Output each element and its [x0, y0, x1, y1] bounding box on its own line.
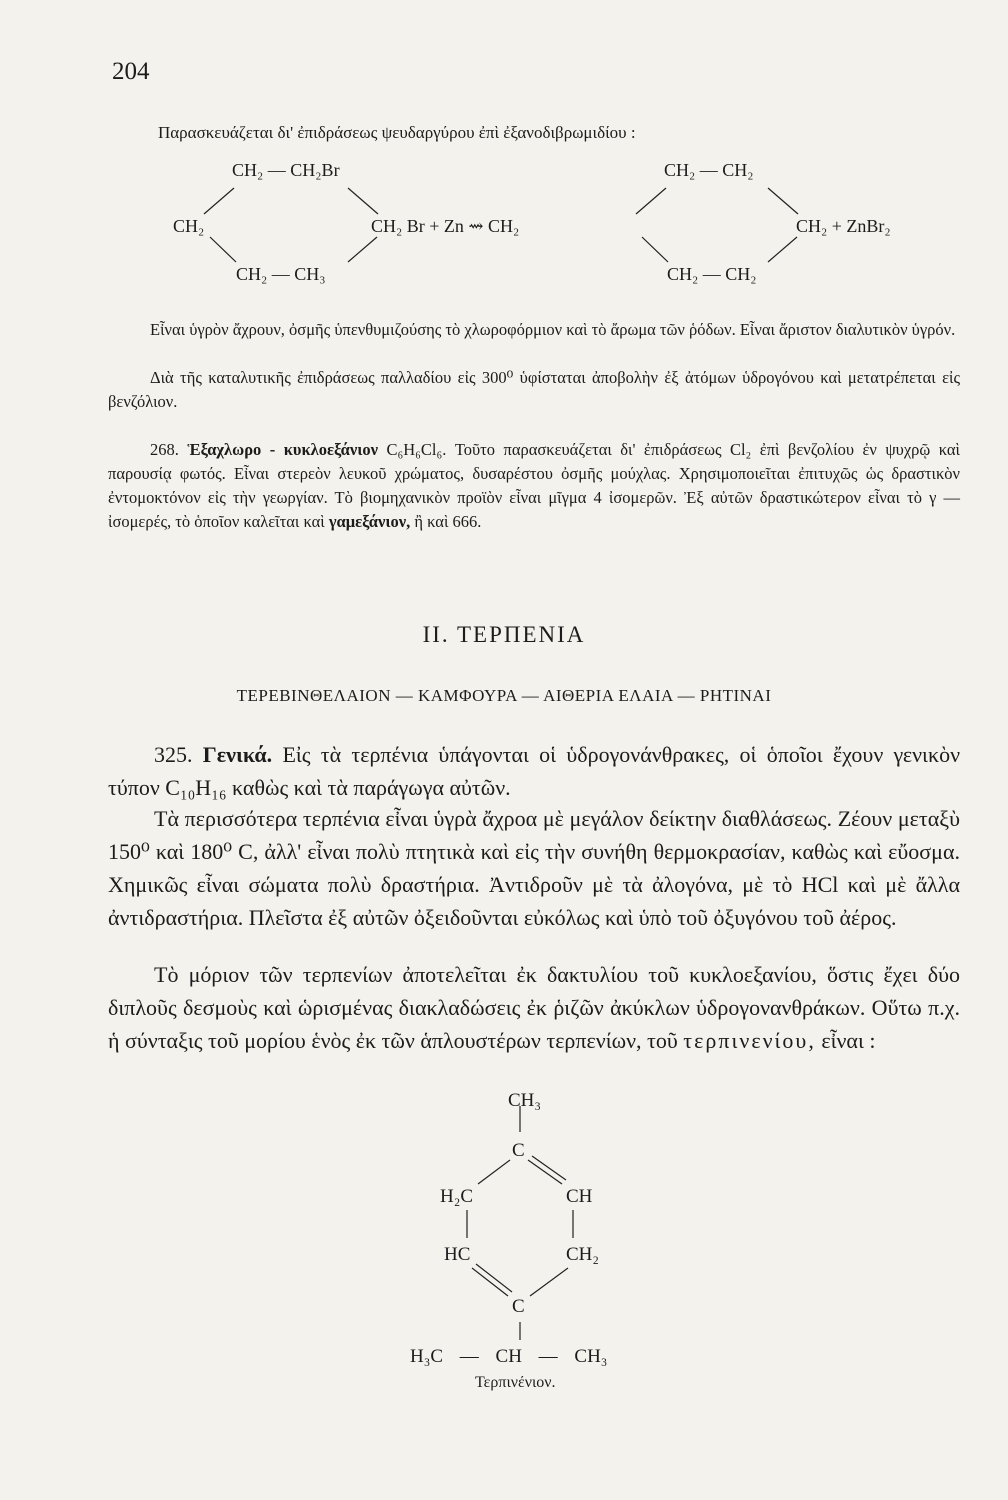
reaction-top-left: CH₂ — CH₂Br — [232, 160, 340, 180]
section-325-p3: Τὸ μόριον τῶν τερπενίων ἀποτελεῖται ἐκ δακτυλίου τοῦ κυκλοεξανίου, ὅστις ἔχει δύο διπλοῦς δεσμοὺς καὶ ὡρισμένας διακλαδώσεις ἐκ ῥιζῶν ἀκύκλων ὑδρογονανθράκων. Οὕτω π.χ. ἡ σύνταξις τοῦ μορίου ἑνὸς ἐκ τῶν ἁπλουστέρων τερπενίων, τοῦ — [108, 962, 960, 1053]
paragraph-catalysis-text: Διὰ τῆς καταλυτικῆς ἐπιδράσεως παλλαδίου εἰς 300⁰ ὑφίσταται ἀποβολὴν ἐξ ἀτόμων ὑδρογόνου καὶ μετατρέπεται εἰς βενζόλιον. — [108, 368, 960, 411]
reaction-mid-left: CH₂ — [173, 216, 205, 236]
section-325-p2: Τὰ περισσότερα τερπένια εἶναι ὑγρὰ ἄχροα μὲ μεγάλον δείκτην διαθλάσεως. Ζέουν μεταξὺ 150⁰ καὶ 180⁰ C, ἀλλ' εἶναι πολὺ πτητικὰ καὶ εἰς τὴν συνήθη θερμοκρασίαν, καθὼς καὶ εὔοσμα. Χημικῶς εἶναι σώματα πολὺ δραστήρια. Ἀντιδροῦν μὲ τὰ ἀλογόνα, μὲ τὸ HCl καὶ μὲ ἄλλα ἀντιδραστήρια. Πλεῖστα ἐξ αὐτῶν ὀξειδοῦνται εὐκόλως καὶ ὑπὸ τοῦ ὀξυγόνου τοῦ ἀέρος. — [108, 806, 960, 930]
reaction-top-right: CH₂ — CH₂ — [664, 160, 754, 180]
section-268-number: 268. — [150, 440, 179, 459]
reaction-bottom-left: CH₂ — CH₃ — [236, 264, 326, 284]
paragraph-properties — [108, 318, 960, 342]
section-268 — [108, 438, 960, 534]
terpinene-caption: Τερπινένιον. — [475, 1374, 556, 1391]
section-325-p3-spaced: τερπινενίου, — [683, 1028, 816, 1053]
terpinene-ch3-top: CH₃ — [508, 1090, 542, 1111]
reaction-mid-center: CH₂ Br + Zn ⇝ CH₂ — [371, 216, 520, 236]
section-268-bold-term: γαμεξάνιον, — [328, 512, 411, 531]
section-268-text-b: ἢ καὶ 666. — [414, 512, 482, 531]
section-325-number: 325. — [154, 742, 193, 767]
terpinene-ch-right: CH — [566, 1186, 593, 1207]
page-number: 204 — [112, 58, 150, 85]
terpinene-c-top: C — [512, 1140, 525, 1161]
terpinene-c-bottom: C — [512, 1296, 525, 1317]
section-268-formula: C₆H₆Cl₆. — [386, 440, 447, 459]
terpinene-h2c: H₂C — [440, 1186, 474, 1207]
terpinene-bottom-row: H₃C — CH — CH₃ — [410, 1346, 608, 1367]
section-325-p3-end: εἶναι : — [821, 1028, 876, 1053]
section-325-paragraph-2 — [108, 802, 960, 934]
reaction-bonds — [0, 0, 1008, 300]
paragraph-properties-text: Εἶναι ὑγρὸν ἄχρουν, ὀσμῆς ὑπενθυμιζούσης τὸ χλωροφόρμιον καὶ τὸ ἄρωμα τῶν ῥόδων. Εἶναι ἄριστον διαλυτικὸν ὑγρόν. — [150, 320, 956, 339]
terpinene-ch2-right: CH₂ — [566, 1244, 600, 1265]
chapter-title: ΙΙ. ΤΕΡΠΕΝΙΑ — [422, 622, 586, 647]
intro-line: Παρασκευάζεται δι' ἐπιδράσεως ψευδαργύρου ἐπὶ ἐξανοδιβρωμιδίου : — [158, 123, 636, 142]
terpinene-hc: HC — [444, 1244, 471, 1265]
reaction-bottom-right: CH₂ — CH₂ — [667, 264, 757, 284]
section-325-title: Γενικά. — [202, 742, 273, 767]
chapter-subtitle: ΤΕΡΕΒΙΝΘΕΛΑΙΟΝ — ΚΑΜΦΟΥΡΑ — ΑΙΘΕΡΙΑ ΕΛΑΙΑ — ΡΗΤΙΝΑΙ — [236, 686, 772, 705]
section-268-text-a: Τοῦτο παρασκευάζεται δι' ἐπιδράσεως Cl₂ ἐπὶ βενζολίου ἐν ψυχρῷ καὶ παρουσίᾳ φωτός. Εἶναι στερεὸν λευκοῦ χρώματος, δυσαρέστου ὀσμῆς μούχλας. Χρησιμοποιεῖται ἐπιτυχῶς ὡς δραστικὸν ἐντομοκτόνον εἰς τὴν γεωργίαν. Τὸ βιομηχανικὸν προϊὸν εἶναι μῖγμα 4 ἰσομερῶν. Ἐξ αὐτῶν δραστικώτερον εἶναι τὸ γ — ἰσομερές, τὸ ὁποῖον καλεῖται καὶ — [108, 440, 960, 531]
section-325-paragraph-3 — [108, 958, 960, 1057]
paragraph-catalysis — [108, 366, 960, 414]
section-325-p1: Εἰς τὰ τερπένια ὑπάγονται οἱ ὑδρογονάνθρακες, οἱ ὁποῖοι ἔχουν γενικὸν τύπον C₁₀H₁₆ καθὼς καὶ τὰ παράγωγα αὐτῶν. — [108, 742, 961, 800]
section-268-title: Ἑξαχλωρο - κυκλοεξάνιον — [187, 440, 378, 459]
section-325-intro — [108, 738, 960, 804]
reaction-mid-right: CH₂ + ZnBr₂ — [796, 216, 891, 236]
